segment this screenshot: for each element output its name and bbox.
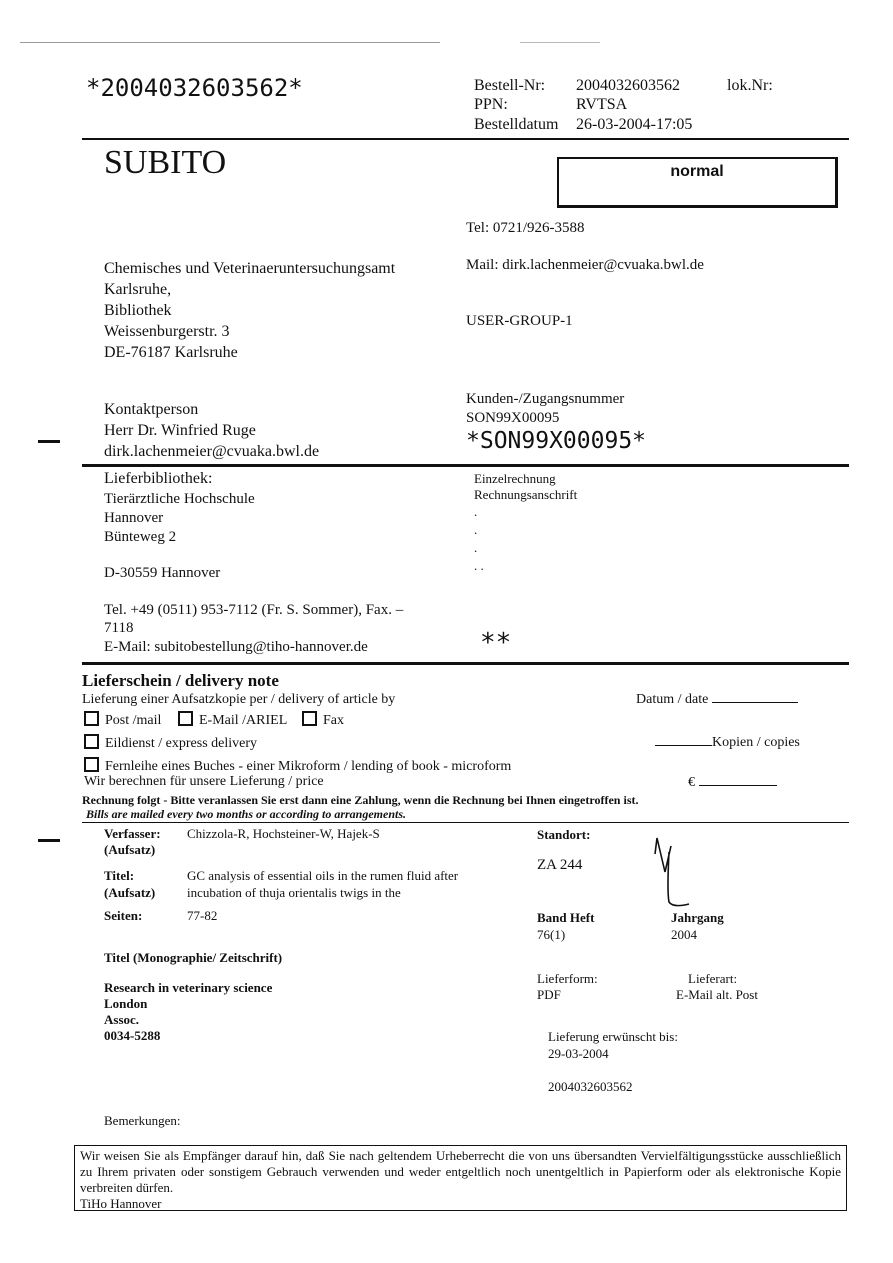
datum-value: 26-03-2004-17:05 <box>576 116 693 133</box>
checkbox-icon[interactable] <box>84 711 99 726</box>
bills-note: Bills are mailed every two months or according to arrangements. <box>86 807 407 821</box>
option-express[interactable]: Eildienst / express delivery <box>84 734 257 752</box>
notice-text: Wir weisen Sie als Empfänger darauf hin, daß Sie nach geltendem Urheberrecht die von uns übersandten Vervielfältigungsstücke ausschließlich zu Ihrem privaten oder sonstigem Gebrauch verwenden und weder entgeltlich noch unentgeltlich in Papierform oder als elektronische Kopie verbreiten dürfen. <box>80 1148 841 1195</box>
margin-mark <box>38 440 60 443</box>
kunden-value: SON99X00095 <box>466 410 560 426</box>
option-fax[interactable]: Fax <box>302 711 344 729</box>
page-title: SUBITO <box>104 144 227 181</box>
invoice-note: Rechnung folgt - Bitte veranlassen Sie erst dann eine Zahlung, wenn die Rechnung bei Ihnen eingetroffen ist. <box>82 793 639 807</box>
customer-mail: Mail: dirk.lachenmeier@cvuaka.bwl.de <box>466 257 704 273</box>
bestell-label: Bestell-Nr: <box>474 77 546 94</box>
jahrgang-value: 2004 <box>671 927 697 942</box>
journal-issn: 0034-5288 <box>104 1028 161 1043</box>
priority-label: normal <box>670 163 724 180</box>
copyright-notice <box>74 1145 847 1211</box>
supplier-line: Tierärztliche Hochschule <box>104 491 255 507</box>
band-label: Band Heft <box>537 910 595 925</box>
supplier-line: Bünteweg 2 <box>104 529 177 545</box>
verfasser-label-block <box>104 826 161 858</box>
standort-label: Standort: <box>537 827 591 842</box>
copies-label: Kopien / copies <box>712 735 800 750</box>
divider <box>82 662 849 665</box>
wunsch-value: 29-03-2004 <box>548 1046 609 1061</box>
lok-label: lok.Nr: <box>727 77 773 94</box>
bemerkungen-label: Bemerkungen: <box>104 1113 181 1128</box>
supplier-line: Hannover <box>104 510 164 526</box>
contact-block <box>104 399 319 462</box>
ppn-label: PPN: <box>474 96 508 113</box>
invoice-dot: . . <box>474 558 484 573</box>
monograph-label: Titel (Monographie/ Zeitschrift) <box>104 950 283 965</box>
date-field <box>636 692 798 708</box>
titel-label-block <box>104 867 155 901</box>
contact-email: dirk.lachenmeier@cvuaka.bwl.de <box>104 443 320 460</box>
address-line: DE-76187 Karlsruhe <box>104 344 238 361</box>
invoice-address-label: Rechnungsanschrift <box>474 487 578 502</box>
delivery-heading: Lieferschein / delivery note <box>82 671 279 690</box>
order-barcode-text: *2004032603562* <box>86 74 303 102</box>
supplier-label: Lieferbibliothek: <box>104 470 213 487</box>
kunden-barcode: *SON99X00095* <box>466 428 647 454</box>
invoice-dot: . <box>474 540 478 555</box>
titel-aufsatz-label: (Aufsatz) <box>104 885 156 900</box>
supplier-tel: Tel. +49 (0511) 953-7112 (Fr. S. Sommer), Fax. – <box>104 602 404 618</box>
divider <box>82 822 849 823</box>
journal-place: London <box>104 996 148 1011</box>
pages: 77-82 <box>187 908 218 923</box>
journal-title: Research in veterinary science <box>104 980 273 995</box>
address-line: Weissenburgerstr. 3 <box>104 323 230 340</box>
customer-tel: Tel: 0721/926-3588 <box>466 220 585 236</box>
datum-label: Bestelldatum <box>474 116 559 133</box>
lieferform-label: Lieferform: <box>537 971 598 986</box>
lieferart-value: E-Mail alt. Post <box>676 987 758 1002</box>
option-post[interactable]: Post /mail <box>84 711 161 729</box>
divider <box>82 138 849 140</box>
address-line: Bibliothek <box>104 302 172 319</box>
option-email[interactable]: E-Mail /ARIEL <box>178 711 287 729</box>
checkbox-icon[interactable] <box>84 757 99 772</box>
divider <box>82 464 849 467</box>
standort-value: ZA 244 <box>537 857 583 873</box>
jahrgang-label: Jahrgang <box>671 910 724 925</box>
address-line: Chemisches und Veterinaeruntersuchungsamt <box>104 260 396 277</box>
handwritten-mark <box>645 832 695 912</box>
supplier-email: E-Mail: subitobestellung@tiho-hannover.de <box>104 639 368 655</box>
euro-sign: € <box>688 775 695 790</box>
supplier-barcode: ** <box>480 628 512 658</box>
checkbox-icon[interactable] <box>178 711 193 726</box>
price-field <box>688 775 777 791</box>
notice-signature: TiHo Hannover <box>80 1196 162 1211</box>
invoice-dot: . <box>474 522 478 537</box>
lieferform-value: PDF <box>537 987 561 1002</box>
price-label: Wir berechnen für unsere Lieferung / price <box>84 774 324 789</box>
journal-publisher: Assoc. <box>104 1012 140 1027</box>
contact-name: Herr Dr. Winfried Ruge <box>104 422 256 439</box>
invoice-dot: . <box>474 504 478 519</box>
priority-box <box>557 157 838 208</box>
invoice-type: Einzelrechnung <box>474 471 556 486</box>
bestell-value: 2004032603562 <box>576 77 680 94</box>
supplier-postal: D-30559 Hannover <box>104 565 221 581</box>
band-value: 76(1) <box>537 927 566 942</box>
verfasser-label: Verfasser: <box>104 826 161 841</box>
supplier-address <box>104 490 255 547</box>
delivery-intro: Lieferung einer Aufsatzkopie per / delivery of article by <box>82 692 396 707</box>
option-loan[interactable]: Fernleihe eines Buches - einer Mikroform / lending of book - microform <box>84 757 511 775</box>
address-line: Karlsruhe, <box>104 281 172 298</box>
ppn-value: RVTSA <box>576 96 628 113</box>
checkbox-icon[interactable] <box>302 711 317 726</box>
titel-label: Titel: <box>104 868 135 883</box>
date-label: Datum / date <box>636 692 709 707</box>
wunsch-label: Lieferung erwünscht bis: <box>548 1029 678 1044</box>
authors: Chizzola-R, Hochsteiner-W, Hajek-S <box>187 826 380 841</box>
journal-block <box>104 980 272 1044</box>
kunden-label: Kunden-/Zugangsnummer <box>466 391 625 407</box>
contact-label: Kontaktperson <box>104 401 199 418</box>
scan-line <box>520 42 600 43</box>
checkbox-icon[interactable] <box>84 734 99 749</box>
seiten-label: Seiten: <box>104 908 143 923</box>
order-number: 2004032603562 <box>548 1079 633 1094</box>
supplier-tel-cont: 7118 <box>104 620 134 636</box>
article-title: GC analysis of essential oils in the rumen fluid after incubation of thuja orientalis twigs in the <box>187 868 459 900</box>
user-group: USER-GROUP-1 <box>466 313 573 329</box>
lieferart-label: Lieferart: <box>688 971 738 986</box>
customer-address <box>104 258 395 363</box>
scan-line <box>20 42 440 43</box>
margin-mark <box>38 839 60 842</box>
copies-field <box>655 735 800 751</box>
aufsatz-label: (Aufsatz) <box>104 842 156 857</box>
